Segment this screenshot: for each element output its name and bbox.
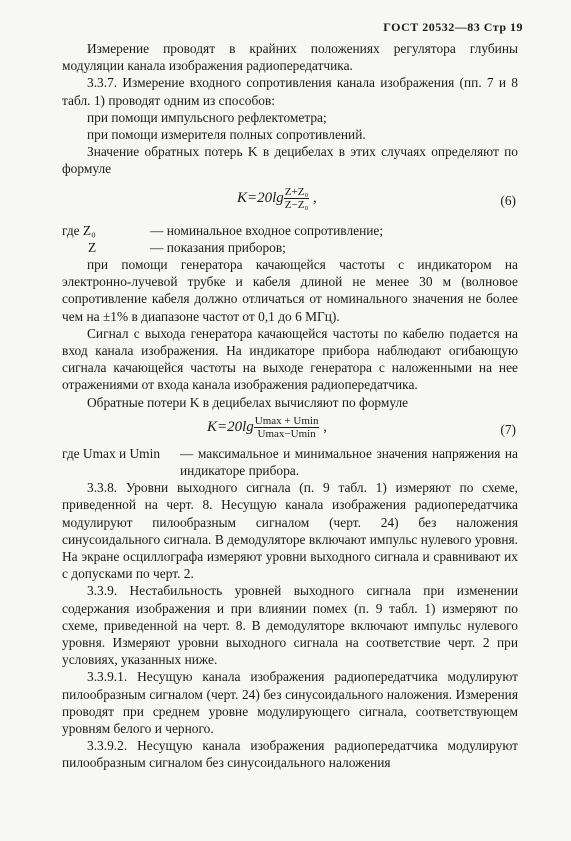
formula-tail: ,	[319, 418, 327, 435]
definition-text: — номинальное входное сопротивление;	[150, 222, 384, 238]
numerator: Umax + Umin	[254, 414, 319, 427]
page-header: ГОСТ 20532—83 Стр 19	[383, 20, 523, 34]
formula-lhs: K=20lg	[207, 418, 254, 435]
definition-text: — максимальное и минимальное значения напряжения на индикаторе прибора.	[180, 445, 518, 479]
definition-symbol: Z	[88, 239, 97, 255]
paragraph: при помощи генератора качающейся частоты с индикатором на электронно-лучевой трубке и кабеля длиной не менее 30 м (волновое сопротивление кабеля должно отличаться от номинального значения не более чем на ±1% в диапазоне частот от 0,1 до 6 МГц).	[62, 257, 518, 324]
denominator: Umax−Umin	[257, 427, 316, 440]
definition-row	[62, 222, 518, 239]
paragraph-3-3-9-1: 3.3.9.1. Несущую канала изображения радиопередатчика модулируют пилообразным сигналом (черт. 24) без синусоидального наложения. Измерения проводят при среднем уровне модулирующего сигнала, соответствующем уровням белого и черного.	[62, 669, 518, 737]
formula-number: (7)	[500, 421, 516, 437]
paragraph: Сигнал с выхода генератора качающейся частоты по кабелю подается на вход канала изображения. На индикаторе прибора наблюдают огибающую сигнала качающейся частоты на выходе генератора с наложенными на нее отражениями от входа канала изображения радиопередатчика.	[62, 325, 518, 393]
formula-tail: ,	[309, 189, 317, 206]
definition-symbol: где Umax и Umin	[62, 445, 161, 461]
paragraph: Значение обратных потерь K в децибелах в этих случаях определяют по формуле	[62, 144, 518, 177]
formula-7	[62, 413, 518, 443]
definition-row	[62, 239, 518, 256]
numerator: Z+Z₀	[284, 185, 309, 198]
definition-text: — показания приборов;	[150, 239, 286, 255]
paragraph-3-3-7: 3.3.7. Измерение входного сопротивления канала изображения (пп. 7 и 8 табл. 1) проводят одним из способов:	[62, 75, 518, 108]
definition-symbol: где Z₀	[62, 222, 96, 238]
paragraph: Измерение проводят в крайних положениях регулятора глубины модуляции канала изображения радиопередатчика.	[62, 41, 518, 74]
definition-row	[62, 445, 518, 479]
formula-fraction	[284, 186, 309, 211]
paragraph-3-3-9-2: 3.3.9.2. Несущую канала изображения радиопередатчика модулируют пилообразным сигналом без синусоидального наложения	[62, 738, 518, 771]
formula-lhs: K=20lg	[237, 189, 284, 206]
list-item: при помощи импульсного рефлектометра;	[87, 109, 327, 125]
formula-number: (6)	[500, 192, 516, 208]
denominator: Z−Z₀	[284, 198, 309, 211]
document-body	[62, 40, 518, 772]
formula-fraction	[254, 415, 320, 440]
paragraph-3-3-8: 3.3.8. Уровни выходного сигнала (п. 9 табл. 1) измеряют по схеме, приведенной на черт. 8. Несущую канала изображения радиопередатчика модулируют пилообразным сигналом (черт. 24) без наложения синусоидального сигнала. В демодуляторе включают импульс нулевого уровня. На экране осциллографа измеряют уровни выходного сигнала и сравнивают их с допусками по черт. 2.	[62, 480, 518, 582]
paragraph-3-3-9: 3.3.9. Нестабильность уровней выходного сигнала при изменении содержания изображения и при влиянии помех (п. 9 табл. 1) измеряют по схеме, приведенной на черт. 8. В демодуляторе включают импульс нулевого уровня. Измеряют уровни выходного сигнала на соответствие черт. 2 при условиях, указанных ниже.	[62, 583, 518, 668]
list-item: при помощи измерителя полных сопротивлений.	[87, 127, 366, 143]
paragraph: Обратные потери K в децибелах вычисляют по формуле	[87, 394, 409, 410]
formula-6	[62, 180, 518, 220]
